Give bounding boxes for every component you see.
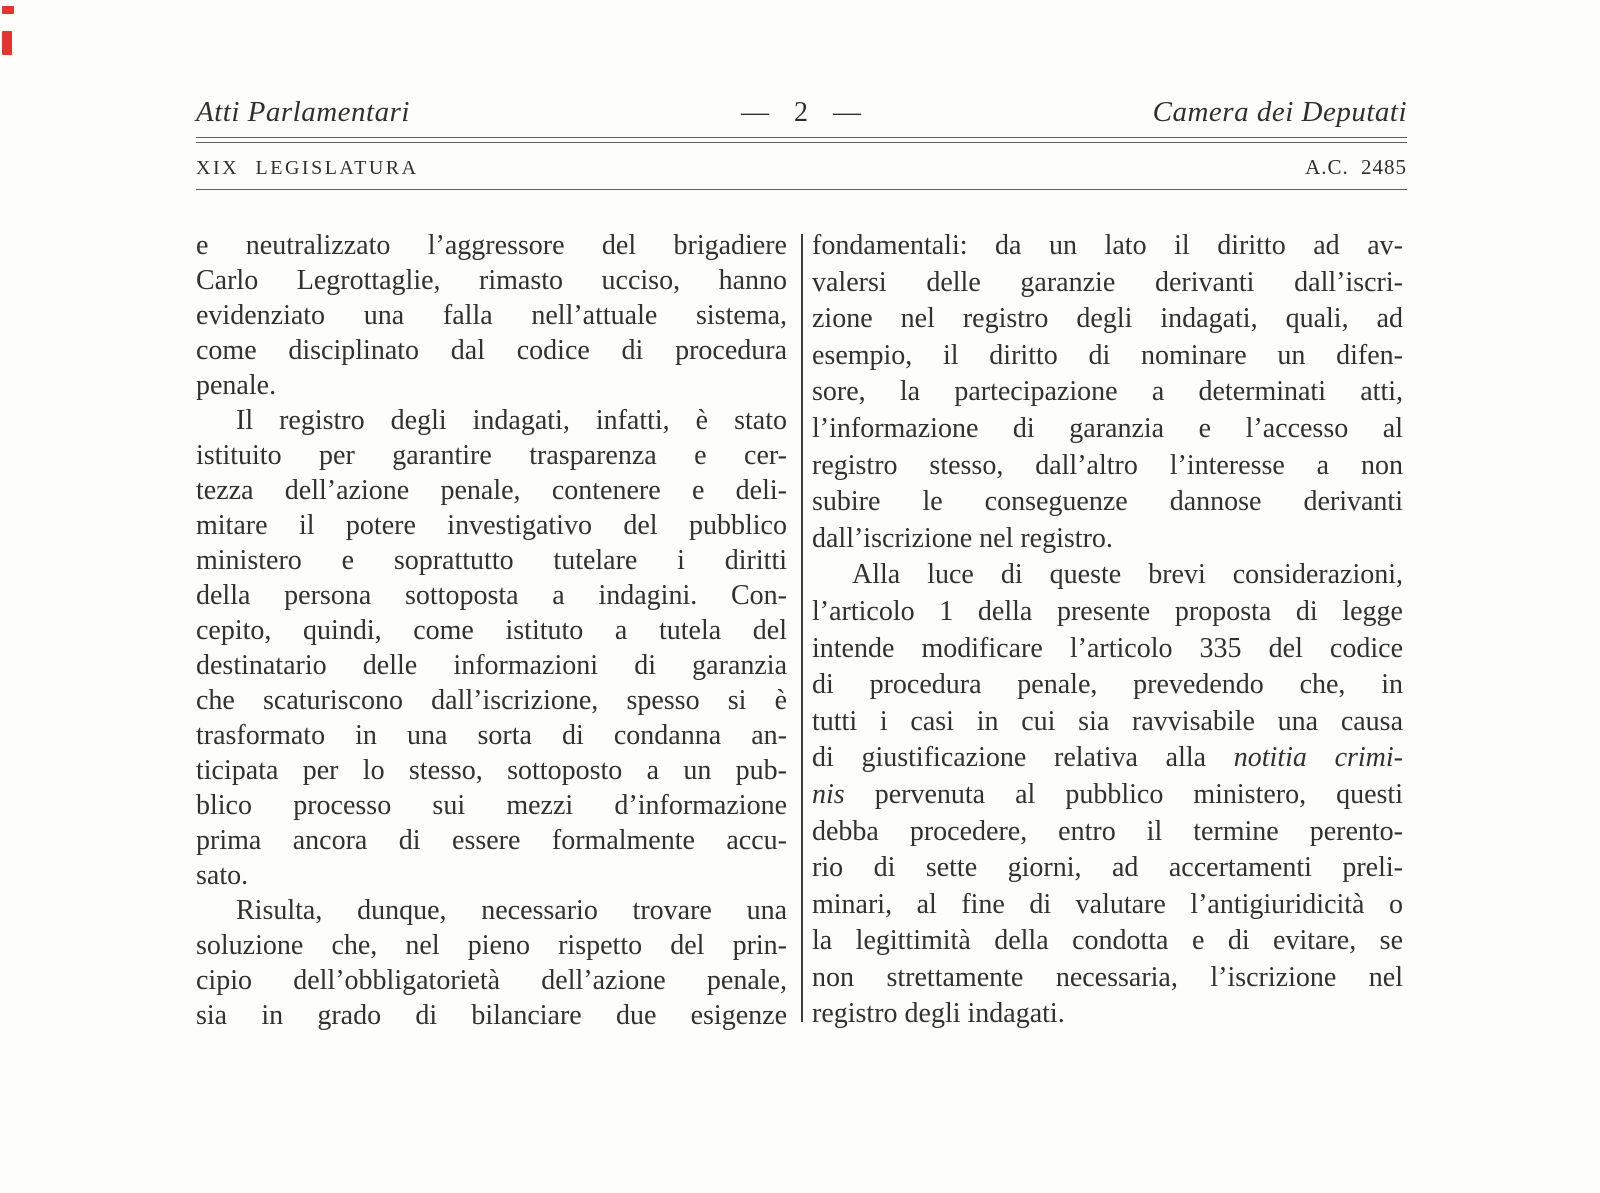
text-line: della persona sottoposta a indagini. Con- xyxy=(196,580,787,611)
header-double-rule xyxy=(196,137,1407,143)
text-run: di giustificazione relativa alla xyxy=(812,742,1234,774)
text-line: ministero e soprattutto tutelare i diritti xyxy=(196,545,787,576)
text-line: dall’iscrizione nel registro. xyxy=(812,522,1113,554)
act-number: A.C. 2485 xyxy=(1305,155,1407,179)
text-line: tutti i casi in cui sia ravvisabile una causa xyxy=(812,705,1403,737)
text-line: subire le conseguenze dannose derivanti xyxy=(812,486,1403,518)
page-number: — 2 — xyxy=(741,97,862,128)
left-column xyxy=(196,228,787,1033)
text-line: che scaturiscono dall’iscrizione, spesso si è xyxy=(196,685,787,716)
legislature-label: XIX LEGISLATURA xyxy=(196,157,419,179)
text-line: registro degli indagati. xyxy=(812,998,1065,1030)
text-line: blico processo sui mezzi d’informazione xyxy=(196,790,787,821)
text-line: trasformato in una sorta di condanna an- xyxy=(196,720,787,751)
text-line: fondamentali: da un lato il diritto ad av- xyxy=(812,230,1403,261)
red-scan-mark xyxy=(2,6,14,14)
text-line: valersi delle garanzie derivanti dall’iscri- xyxy=(812,266,1403,298)
header-left-title: Atti Parlamentari xyxy=(196,96,410,128)
text-line: soluzione che, nel pieno rispetto del prin- xyxy=(196,930,787,961)
header-subrow xyxy=(196,155,1407,180)
text-line: mitare il potere investigativo del pubblico xyxy=(196,510,787,541)
text-line: tezza dell’azione penale, contenere e deli- xyxy=(196,475,787,506)
text-line: come disciplinato dal codice di procedura xyxy=(196,335,787,366)
text-line: intende modificare l’articolo 335 del codice xyxy=(812,632,1403,664)
text-line xyxy=(812,777,1403,814)
text-line: minari, al fine di valutare l’antigiuridicità o xyxy=(812,888,1403,920)
page-header xyxy=(196,95,1407,130)
text-line: sato. xyxy=(196,860,249,891)
text-line: la legittimità della condotta e di evitare, se xyxy=(812,925,1403,957)
text-line: Alla luce di queste brevi considerazioni, xyxy=(852,559,1403,591)
text-line: registro stesso, dall’altro l’interesse a non xyxy=(812,449,1403,481)
text-line xyxy=(812,740,1403,777)
text-line: non strettamente necessaria, l’iscrizione nel xyxy=(812,961,1403,993)
text-line: Il registro degli indagati, infatti, è stato xyxy=(236,405,787,436)
text-line: prima ancora di essere formalmente accu- xyxy=(196,825,787,856)
text-line: esempio, il diritto di nominare un difen- xyxy=(812,339,1403,371)
text-line: Risulta, dunque, necessario trovare una xyxy=(236,895,787,926)
text-line: e neutralizzato l’aggressore del brigadiere xyxy=(196,230,787,261)
text-run: pervenuta al pubblico ministero, questi xyxy=(844,778,1403,810)
header-rule xyxy=(196,189,1407,190)
text-line: di procedura penale, prevedendo che, in xyxy=(812,669,1403,701)
text-line: l’informazione di garanzia e l’accesso al xyxy=(812,412,1403,444)
column-divider-rule xyxy=(801,234,803,1022)
text-line: cepito, quindi, come istituto a tutela del xyxy=(196,615,787,646)
text-line: evidenziato una falla nell’attuale sistema, xyxy=(196,300,787,331)
text-line: Carlo Legrottaglie, rimasto ucciso, hanno xyxy=(196,265,787,296)
text-line: istituito per garantire trasparenza e cer- xyxy=(196,440,787,471)
text-line: destinatario delle informazioni di garanzia xyxy=(196,650,787,681)
text-line: penale. xyxy=(196,370,277,401)
text-line: ticipata per lo stesso, sottoposto a un pub- xyxy=(196,755,787,786)
text-line: rio di sette giorni, ad accertamenti preli- xyxy=(812,852,1403,884)
right-column xyxy=(812,228,1403,1033)
text-line: zione nel registro degli indagati, quali, ad xyxy=(812,303,1403,335)
text-line: cipio dell’obbligatorietà dell’azione penale, xyxy=(196,965,787,996)
text-line: sore, la partecipazione a determinati atti, xyxy=(812,376,1403,408)
latin-phrase: nis xyxy=(812,778,845,810)
red-scan-mark xyxy=(2,31,12,55)
text-line: l’articolo 1 della presente proposta di legge xyxy=(812,595,1403,627)
text-line: sia in grado di bilanciare due esigenze xyxy=(196,1000,787,1031)
latin-phrase: notitia crimi- xyxy=(1233,742,1404,774)
text-line: debba procedere, entro il termine perento- xyxy=(812,815,1403,847)
header-right-title: Camera dei Deputati xyxy=(1152,96,1407,128)
